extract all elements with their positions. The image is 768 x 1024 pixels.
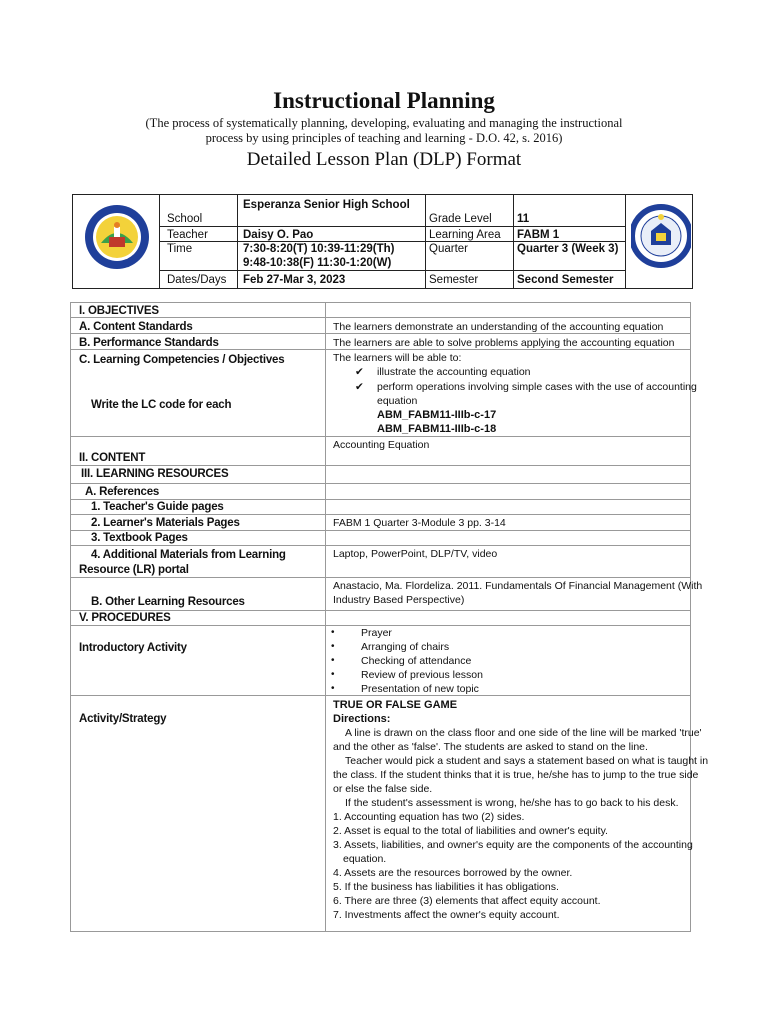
bullet-icon: • [331,627,335,638]
lesson-info-table [72,194,693,289]
textbook-label: 3. Textbook Pages [91,532,188,544]
content-standards-text: The learners demonstrate an understanding of the accounting equation [333,321,664,333]
school-label: School [167,213,203,225]
teacher-label: Teacher [167,229,208,241]
check-icon: ✔ [355,366,364,378]
game-title: TRUE OR FALSE GAME [333,699,458,711]
area-label: Learning Area [429,229,501,241]
lc-code-label: Write the LC code for each [91,399,232,411]
other-resources-label: B. Other Learning Resources [91,596,245,608]
lesson-plan-table [70,302,709,932]
intro-item: Review of previous lesson [361,669,483,681]
intro-item: Checking of attendance [361,655,472,667]
teacher-value: Daisy O. Pao [243,229,314,241]
references-label: A. References [85,486,160,498]
statement-item: 1. Accounting equation has two (2) sides. [333,811,525,823]
bullet-icon: • [331,683,335,694]
learning-resources-heading: III. LEARNING RESOURCES [81,468,229,480]
competencies-label: C. Learning Competencies / Objectives [79,354,285,366]
content-heading: II. CONTENT [79,452,146,464]
additional-materials-label-1: 4. Additional Materials from Learning [91,549,286,561]
content-standards-label: A. Content Standards [79,321,193,333]
lc-code-2: ABM_FABM11-IIIb-c-18 [377,423,497,435]
other-resources-text-2: Industry Based Perspective) [333,594,465,606]
quarter-value: Quarter 3 (Week 3) [517,243,619,255]
time-label: Time [167,243,193,255]
direction-line: the class. If the student thinks that it is true, he/she has to jump to the true side [333,769,699,781]
statement-item: 7. Investments affect the owner's equity account. [333,909,560,921]
intro-item: Arranging of chairs [361,641,450,653]
content-text: Accounting Equation [333,439,430,451]
objectives-heading: I. OBJECTIVES [79,305,159,317]
subtitle-line-2: process by using principles of teaching and learning - D.O. 42, s. 2016) [205,131,563,145]
intro-item: Prayer [361,627,392,639]
competencies-intro: The learners will be able to: [333,352,462,364]
lc-code-1: ABM_FABM11-IIIb-c-17 [377,409,497,421]
school-value: Esperanza Senior High School [243,199,410,211]
statement-item: 3. Assets, liabilities, and owner's equity are the components of the accounting [333,839,693,851]
direction-line: Teacher would pick a student and says a statement based on what is taught in [345,755,709,767]
activity-strategy-label: Activity/Strategy [79,713,167,725]
direction-line: If the student's assessment is wrong, he/she has to go back to his desk. [345,797,679,809]
other-resources-text-1: Anastacio, Ma. Flordeliza. 2011. Fundamentals Of Financial Management (With [333,580,703,592]
dates-value: Feb 27-Mar 3, 2023 [243,274,346,286]
statement-item: 5. If the business has liabilities it has obligations. [333,881,559,893]
grade-label: Grade Level [429,213,492,225]
competency-2-line-1: perform operations involving simple cases with the use of accounting [377,381,697,393]
learners-materials-label: 2. Learner's Materials Pages [91,517,240,529]
statement-item: 4. Assets are the resources borrowed by the owner. [333,867,573,879]
page-title: Instructional Planning [273,88,495,113]
school-seal-logo [83,203,151,271]
performance-standards-text: The learners are able to solve problems applying the accounting equation [333,337,675,349]
intro-item: Presentation of new topic [361,683,479,695]
page-subtitle [0,116,768,146]
deped-seal-logo [631,201,691,271]
time-value-1: 7:30-8:20(T) 10:39-11:29(Th) [243,243,395,255]
dates-label: Dates/Days [167,274,227,286]
directions-label: Directions: [333,713,391,725]
direction-line: and the other as 'false'. The students are asked to stand on the line. [333,741,648,753]
bullet-icon: • [331,655,335,666]
check-icon: ✔ [355,381,364,393]
competency-2-line-2: equation [377,395,418,407]
introductory-activity-label: Introductory Activity [79,642,187,654]
direction-line: A line is drawn on the class floor and one side of the line will be marked 'true' [345,727,702,739]
time-value-2: 9:48-10:38(F) 11:30-1:20(W) [243,257,392,269]
procedures-heading: V. PROCEDURES [79,612,171,624]
statement-item: equation. [343,853,387,865]
bullet-icon: • [331,641,335,652]
additional-materials-text: Laptop, PowerPoint, DLP/TV, video [333,548,498,560]
semester-label: Semester [429,274,479,286]
performance-standards-label: B. Performance Standards [79,337,219,349]
bullet-icon: • [331,669,335,680]
learners-materials-text: FABM 1 Quarter 3-Module 3 pp. 3-14 [333,517,506,529]
subtitle-line-1: (The process of systematically planning, developing, evaluating and managing the instructional [145,116,623,130]
additional-materials-label-2: Resource (LR) portal [79,564,189,576]
competency-1: illustrate the accounting equation [377,366,531,378]
quarter-label: Quarter [429,243,468,255]
grade-value: 11 [517,213,530,225]
statement-item: 2. Asset is equal to the total of liabilities and owner's equity. [333,825,608,837]
dlp-title: Detailed Lesson Plan (DLP) Format [246,149,522,170]
teachers-guide-label: 1. Teacher's Guide pages [91,501,224,513]
area-value: FABM 1 [517,229,560,241]
direction-line: or else the false side. [333,783,433,795]
semester-value: Second Semester [517,274,614,286]
statement-item: 6. There are three (3) elements that affect equity account. [333,895,601,907]
